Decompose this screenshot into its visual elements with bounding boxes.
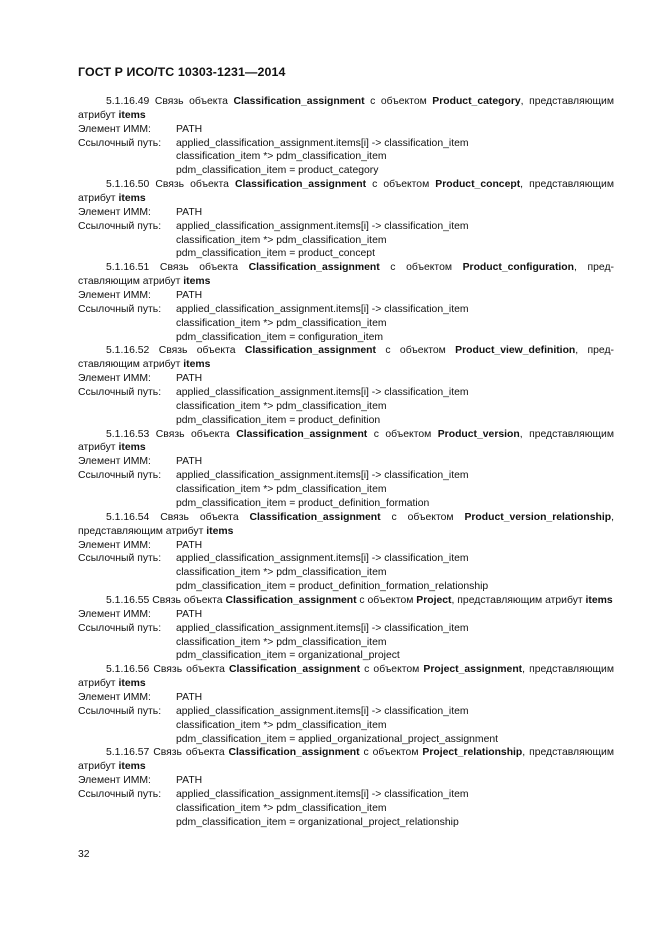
element-label: Элемент ИММ: bbox=[78, 206, 151, 218]
path-line: pdm_classification_item = applied_organizational_project_assignment bbox=[176, 733, 499, 745]
element-row bbox=[78, 289, 614, 303]
entry-text: , представляющим атрибут bbox=[78, 428, 614, 454]
entry-text: с объектом bbox=[359, 747, 423, 759]
path-line: classification_item *> pdm_classification_item bbox=[176, 802, 387, 814]
path-label: Ссылочный путь: bbox=[78, 387, 162, 399]
entry-text: 5.1.16.57 Связь объекта bbox=[106, 747, 229, 759]
element-row bbox=[78, 608, 614, 622]
path-line: applied_classification_assignment.items[i] -> classification_item bbox=[176, 705, 469, 717]
entry-text: с объектом bbox=[366, 179, 436, 191]
mapping-entry bbox=[78, 746, 614, 829]
entry-heading bbox=[78, 178, 614, 206]
entry-text: 5.1.16.54 Связь объекта bbox=[106, 511, 250, 523]
entry-text: 5.1.16.53 Связь объекта bbox=[106, 428, 237, 440]
element-row bbox=[78, 455, 614, 469]
entry-term: Product_version_relationship bbox=[464, 511, 612, 523]
entry-term: items bbox=[118, 678, 146, 690]
entry-text: , представляющим атрибут bbox=[78, 747, 614, 773]
entry-text: с объектом bbox=[367, 428, 438, 440]
entry-term: items bbox=[206, 525, 234, 537]
entry-term: Classification_assignment bbox=[248, 262, 380, 274]
element-label: Элемент ИММ: bbox=[78, 123, 151, 135]
entry-term: Product_view_definition bbox=[455, 345, 576, 357]
path-line: classification_item *> pdm_classification_item bbox=[176, 484, 387, 496]
entry-term: items bbox=[118, 193, 146, 205]
entry-text: , представляющим атрибут bbox=[78, 664, 614, 690]
entry-term: Classification_assignment bbox=[229, 664, 361, 676]
path-value bbox=[176, 303, 469, 345]
element-value: PATH bbox=[176, 775, 203, 787]
path-line: pdm_classification_item = product_concept bbox=[176, 248, 375, 260]
element-label: Элемент ИММ: bbox=[78, 290, 151, 302]
path-label: Ссылочный путь: bbox=[78, 788, 162, 800]
path-line: classification_item *> pdm_classification_item bbox=[176, 234, 387, 246]
path-value bbox=[176, 220, 469, 262]
path-label: Ссылочный путь: bbox=[78, 220, 162, 232]
element-label: Элемент ИММ: bbox=[78, 539, 151, 551]
entry-term: items bbox=[118, 761, 146, 773]
entry-term: Classification_assignment bbox=[244, 345, 376, 357]
path-label: Ссылочный путь: bbox=[78, 303, 162, 315]
path-line: pdm_classification_item = product_definition bbox=[176, 414, 381, 426]
mapping-entry bbox=[78, 594, 614, 663]
entry-heading bbox=[78, 663, 614, 691]
page-number: 32 bbox=[78, 849, 90, 860]
path-line: applied_classification_assignment.items[i] -> classification_item bbox=[176, 387, 469, 399]
document-body bbox=[78, 95, 614, 830]
path-row bbox=[78, 220, 614, 262]
path-line: classification_item *> pdm_classification_item bbox=[176, 719, 387, 731]
entry-text: 5.1.16.49 Связь объекта bbox=[106, 96, 234, 107]
element-row bbox=[78, 539, 614, 553]
path-row bbox=[78, 469, 614, 511]
entry-text: с объектом bbox=[380, 511, 465, 523]
entry-term: items bbox=[183, 276, 211, 288]
path-line: applied_classification_assignment.items[i] -> classification_item bbox=[176, 220, 469, 232]
entry-term: items bbox=[183, 359, 211, 371]
path-value bbox=[176, 552, 488, 594]
path-line: pdm_classification_item = organizational_project bbox=[176, 650, 400, 662]
path-row bbox=[78, 552, 614, 594]
entry-text: с объектом bbox=[364, 96, 433, 107]
path-row bbox=[78, 303, 614, 345]
entry-heading bbox=[78, 428, 614, 456]
path-line: applied_classification_assignment.items[i] -> classification_item bbox=[176, 622, 469, 634]
element-label: Элемент ИММ: bbox=[78, 456, 151, 468]
path-value bbox=[176, 386, 469, 428]
entry-text: , представляющим атрибут bbox=[78, 345, 615, 371]
element-value: PATH bbox=[176, 539, 203, 551]
element-label: Элемент ИММ: bbox=[78, 775, 151, 787]
entry-term: Product_category bbox=[432, 96, 521, 107]
mapping-entry bbox=[78, 428, 614, 511]
path-value bbox=[176, 788, 469, 830]
entry-term: Project_assignment bbox=[423, 664, 523, 676]
entry-text: , представляющим атрибут bbox=[78, 511, 614, 537]
path-line: classification_item *> pdm_classification_item bbox=[176, 400, 387, 412]
element-value: PATH bbox=[176, 456, 203, 468]
path-line: pdm_classification_item = organizational_project_relationship bbox=[176, 816, 459, 828]
entry-term: Product_concept bbox=[435, 179, 521, 191]
element-row bbox=[78, 372, 614, 386]
entry-term: Classification_assignment bbox=[233, 96, 365, 107]
path-label: Ссылочный путь: bbox=[78, 137, 162, 149]
path-row bbox=[78, 622, 614, 664]
path-label: Ссылочный путь: bbox=[78, 470, 162, 482]
path-line: applied_classification_assignment.items[i] -> classification_item bbox=[176, 788, 469, 800]
entry-heading bbox=[78, 261, 614, 289]
entry-text: 5.1.16.52 Связь объекта bbox=[106, 345, 245, 357]
entry-term: items bbox=[585, 594, 613, 606]
element-label: Элемент ИММ: bbox=[78, 373, 151, 385]
path-line: classification_item *> pdm_classification_item bbox=[176, 151, 387, 163]
element-value: PATH bbox=[176, 608, 203, 620]
entry-heading bbox=[78, 95, 614, 123]
entry-term: Project_relationship bbox=[422, 747, 523, 759]
path-value bbox=[176, 705, 498, 747]
entry-text: 5.1.16.50 Связь объекта bbox=[106, 179, 235, 191]
mapping-entry bbox=[78, 663, 614, 746]
path-line: classification_item *> pdm_classification_item bbox=[176, 317, 387, 329]
entry-heading bbox=[78, 511, 614, 539]
path-line: pdm_classification_item = product_category bbox=[176, 165, 379, 177]
entry-text: , представляющим атрибут bbox=[78, 262, 614, 288]
path-line: pdm_classification_item = configuration_item bbox=[176, 331, 384, 343]
path-line: applied_classification_assignment.items[i] -> classification_item bbox=[176, 470, 469, 482]
element-value: PATH bbox=[176, 373, 203, 385]
path-line: classification_item *> pdm_classification_item bbox=[176, 636, 387, 648]
element-row bbox=[78, 206, 614, 220]
entry-term: Product_configuration bbox=[462, 262, 575, 274]
element-value: PATH bbox=[176, 290, 203, 302]
entry-heading bbox=[78, 344, 614, 372]
path-line: pdm_classification_item = product_definition_formation_relationship bbox=[176, 581, 489, 593]
entry-term: Classification_assignment bbox=[225, 594, 357, 606]
element-row bbox=[78, 774, 614, 788]
entry-text: 5.1.16.55 Связь объекта bbox=[106, 594, 226, 606]
entry-term: Classification_assignment bbox=[249, 511, 381, 523]
entry-term: Product_version bbox=[437, 428, 520, 440]
entry-text: с объектом bbox=[356, 594, 417, 606]
entry-text: , представляющим атрибут bbox=[78, 96, 614, 121]
path-value bbox=[176, 469, 469, 511]
path-line: applied_classification_assignment.items[i] -> classification_item bbox=[176, 303, 469, 315]
path-line: applied_classification_assignment.items[i] -> classification_item bbox=[176, 137, 469, 149]
path-value bbox=[176, 622, 469, 664]
element-value: PATH bbox=[176, 206, 203, 218]
path-value bbox=[176, 137, 469, 179]
path-row bbox=[78, 705, 614, 747]
entry-text: с объектом bbox=[379, 262, 463, 274]
element-label: Элемент ИММ: bbox=[78, 691, 151, 703]
path-label: Ссылочный путь: bbox=[78, 705, 162, 717]
entry-text: , представляющим атрибут bbox=[451, 594, 586, 606]
mapping-entry bbox=[78, 344, 614, 427]
path-row bbox=[78, 137, 614, 179]
path-label: Ссылочный путь: bbox=[78, 622, 162, 634]
mapping-entry bbox=[78, 511, 614, 594]
element-value: PATH bbox=[176, 123, 203, 135]
element-row bbox=[78, 691, 614, 705]
entry-term: items bbox=[118, 109, 146, 121]
entry-term: Classification_assignment bbox=[228, 747, 360, 759]
path-line: classification_item *> pdm_classification_item bbox=[176, 567, 387, 579]
mapping-entry bbox=[78, 261, 614, 344]
path-row bbox=[78, 788, 614, 830]
entry-text: 5.1.16.51 Связь объекта bbox=[106, 262, 249, 274]
entry-term: Project bbox=[416, 594, 452, 606]
entry-text: с объектом bbox=[360, 664, 424, 676]
entry-text: с объектом bbox=[375, 345, 456, 357]
element-row bbox=[78, 123, 614, 137]
entry-heading bbox=[78, 746, 614, 774]
element-value: PATH bbox=[176, 691, 203, 703]
mapping-entry bbox=[78, 178, 614, 261]
path-row bbox=[78, 386, 614, 428]
mapping-entry bbox=[78, 95, 614, 178]
entry-text: 5.1.16.56 Связь объекта bbox=[106, 664, 229, 676]
path-line: applied_classification_assignment.items[i] -> classification_item bbox=[176, 553, 469, 565]
path-line: pdm_classification_item = product_definition_formation bbox=[176, 497, 430, 509]
entry-term: Classification_assignment bbox=[236, 428, 368, 440]
element-label: Элемент ИММ: bbox=[78, 608, 151, 620]
entry-heading bbox=[78, 594, 614, 608]
document-header: ГОСТ Р ИСО/ТС 10303-1231—2014 bbox=[78, 65, 286, 79]
path-label: Ссылочный путь: bbox=[78, 553, 162, 565]
entry-term: Classification_assignment bbox=[234, 179, 367, 191]
entry-text: , представляющим атрибут bbox=[78, 179, 615, 205]
entry-term: items bbox=[118, 442, 146, 454]
